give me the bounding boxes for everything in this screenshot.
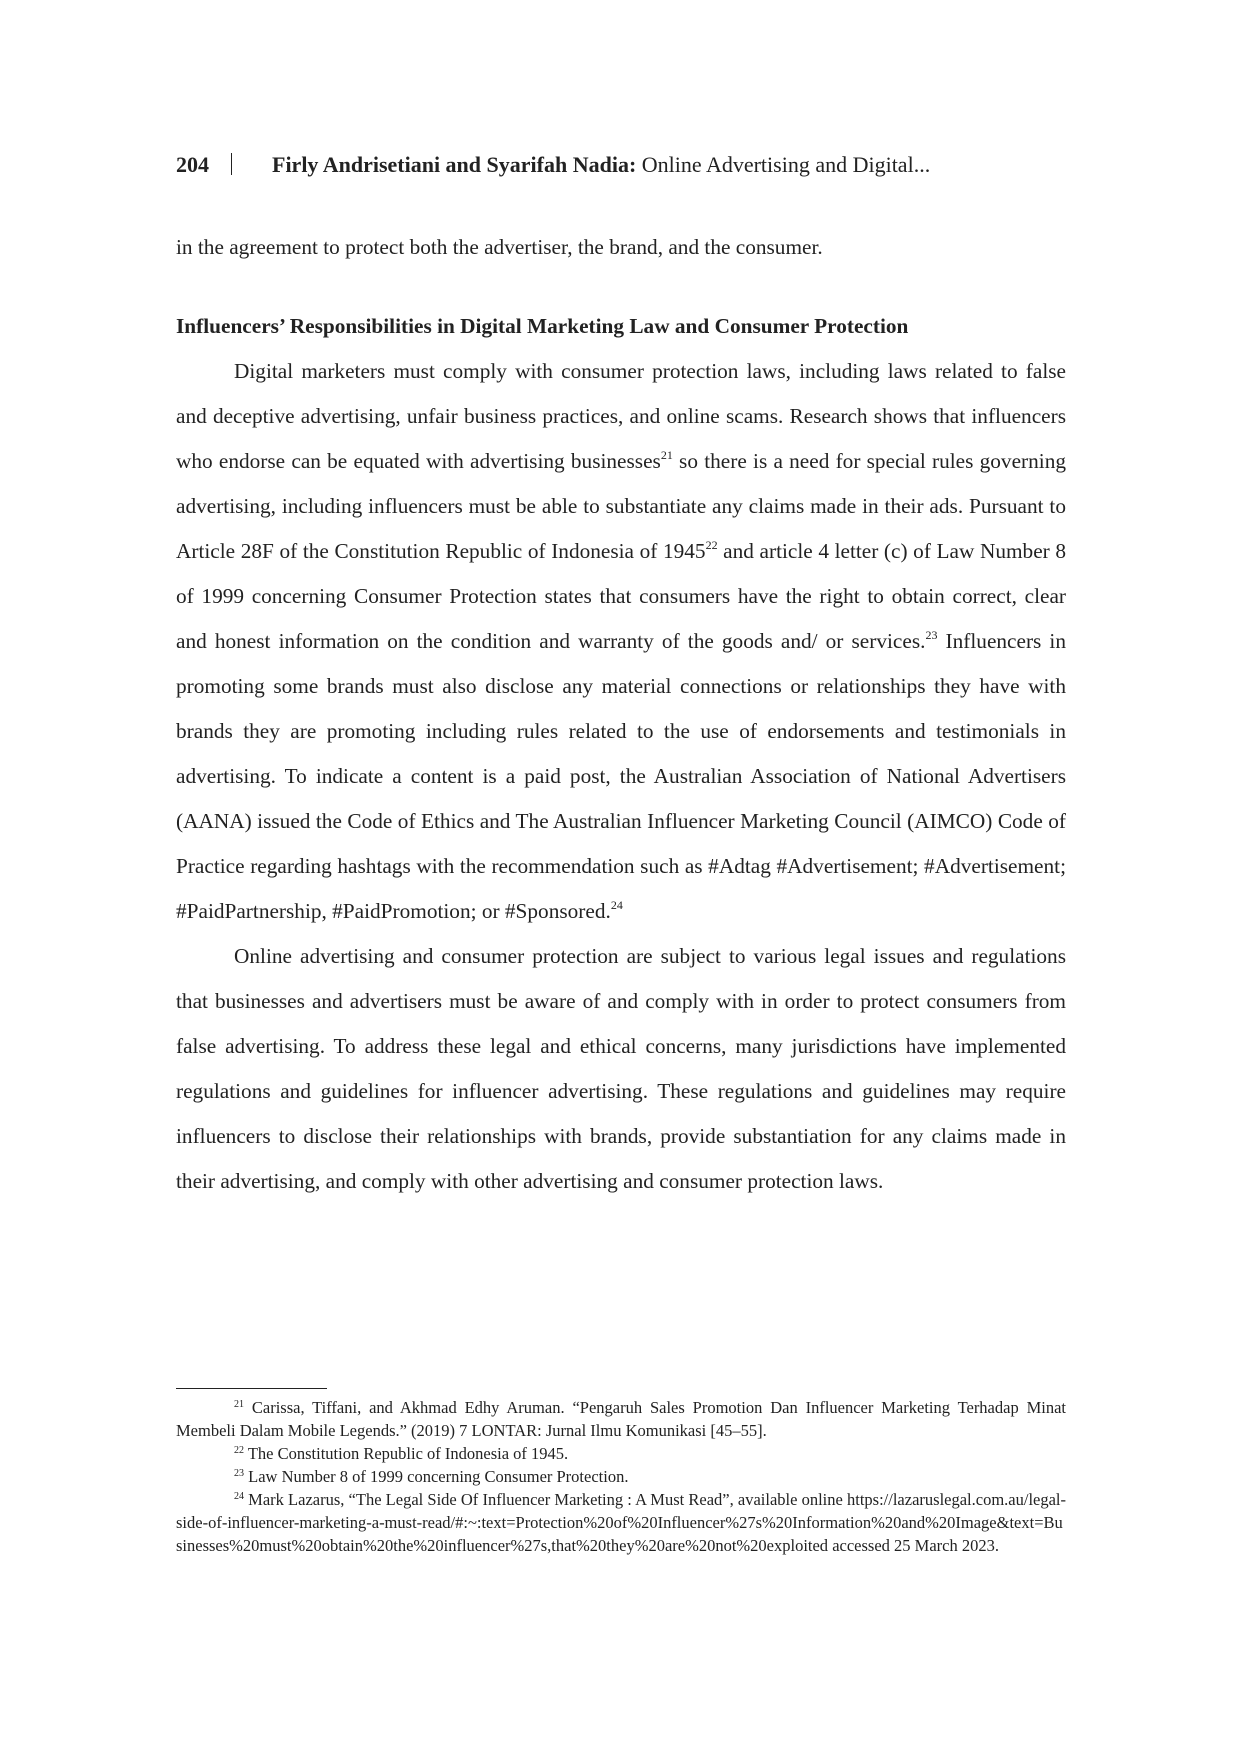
footnote-21 [176, 1396, 1066, 1442]
body-text [176, 225, 1066, 1204]
page-number: 204 [176, 152, 209, 177]
footnotes [176, 1396, 1066, 1557]
footnote-ref-23[interactable]: 23 [925, 628, 938, 642]
footnote-22 [176, 1442, 1066, 1465]
footnote-accessed: accessed 25 March 2023. [828, 1536, 999, 1555]
footnote-number: 23 [234, 1468, 244, 1479]
paragraph-1-text-a: Digital marketers must comply with consumer protection laws, including laws related to false and deceptive advertising, unfair business practices, and online scams. Research shows that influencers who endorse can be equated with advertising businesses [176, 359, 1066, 473]
footnote-ref-21[interactable]: 21 [660, 448, 673, 462]
footnote-24 [176, 1488, 1066, 1557]
header-divider [231, 153, 232, 175]
header-authors: Firly Andrisetiani and Syarifah Nadia: [272, 152, 637, 177]
paragraph-1-text-c: and article 4 letter (c) of Law Number 8 of 1999 concerning Consumer Protection states that consumers have the right to obtain correct, clear and honest information on the condition and warranty of the goods and/ or services. [176, 539, 1067, 653]
footnote-text: The Constitution Republic of Indonesia of 1945. [244, 1444, 569, 1463]
footnote-number: 21 [234, 1399, 244, 1410]
footnote-ref-24[interactable]: 24 [610, 898, 623, 912]
footnote-text: Carissa, Tiffani, and Akhmad Edhy Aruman. “Pengaruh Sales Promotion Dan Influencer Marketing Terhadap Minat Membeli Dalam Mobile Legends.” (2019) 7 LONTAR: Jurnal Ilmu Komunikasi [45–55]. [176, 1398, 1066, 1440]
paragraph-1-text-d: Influencers in promoting some brands must also disclose any material connections or relationships they have with brands they are promoting including rules related to the use of endorsements and testimonials in advertising. To indicate a content is a paid post, the Australian Association of National Advertisers (AANA) issued the Code of Ethics and The Australian Influencer Marketing Council (AIMCO) Code of Practice regarding hashtags with the recommendation such as #Adtag #Advertisement; #Advertisement; #PaidPartnership, #PaidPromotion; or #Sponsored. [176, 629, 1066, 923]
paragraph-2: Online advertising and consumer protection are subject to various legal issues and regulations that businesses and advertisers must be aware of and comply with in order to protect consumers from false advertising. To address these legal and ethical concerns, many jurisdictions have implemented regulations and guidelines for influencer advertising. These regulations and guidelines may require influencers to disclose their relationships with brands, provide substantiation for any claims made in their advertising, and comply with other advertising and consumer protection laws. [176, 944, 1066, 1193]
continuation-paragraph: in the agreement to protect both the advertiser, the brand, and the consumer. [176, 235, 823, 259]
paragraph-1 [176, 349, 1066, 934]
footnote-text: Law Number 8 of 1999 concerning Consumer Protection. [244, 1467, 629, 1486]
footnote-number: 24 [234, 1491, 244, 1502]
footnote-text: Mark Lazarus, “The Legal Side Of Influencer Marketing : A Must Read”, available online [244, 1490, 843, 1509]
footnote-divider [176, 1388, 327, 1389]
footnote-url-link[interactable]: https://lazaruslegal.com.au/legal-side-of-influencer-marketing-a-must-read/#:~:text=Protection%20of%20Influencer%27s%20Information%20and%20Image&text=Businesses%20must%20obtain%20the%20influencer%27s,that%20they%20are%20not%20exploited [176, 1490, 1067, 1555]
header-running-title: Online Advertising and Digital... [641, 152, 931, 177]
section-heading: Influencers’ Responsibilities in Digital Marketing Law and Consumer Protection [176, 314, 909, 338]
footnote-23 [176, 1465, 1066, 1488]
footnote-number: 22 [234, 1445, 244, 1456]
running-header [176, 150, 1076, 180]
paragraph-1-text-b: so there is a need for special rules governing advertising, including influencers must be able to substantiate any claims made in their ads. Pursuant to Article 28F of the Constitution Republic of Indonesia of 1945 [176, 449, 1066, 563]
footnote-ref-22[interactable]: 22 [705, 538, 718, 552]
